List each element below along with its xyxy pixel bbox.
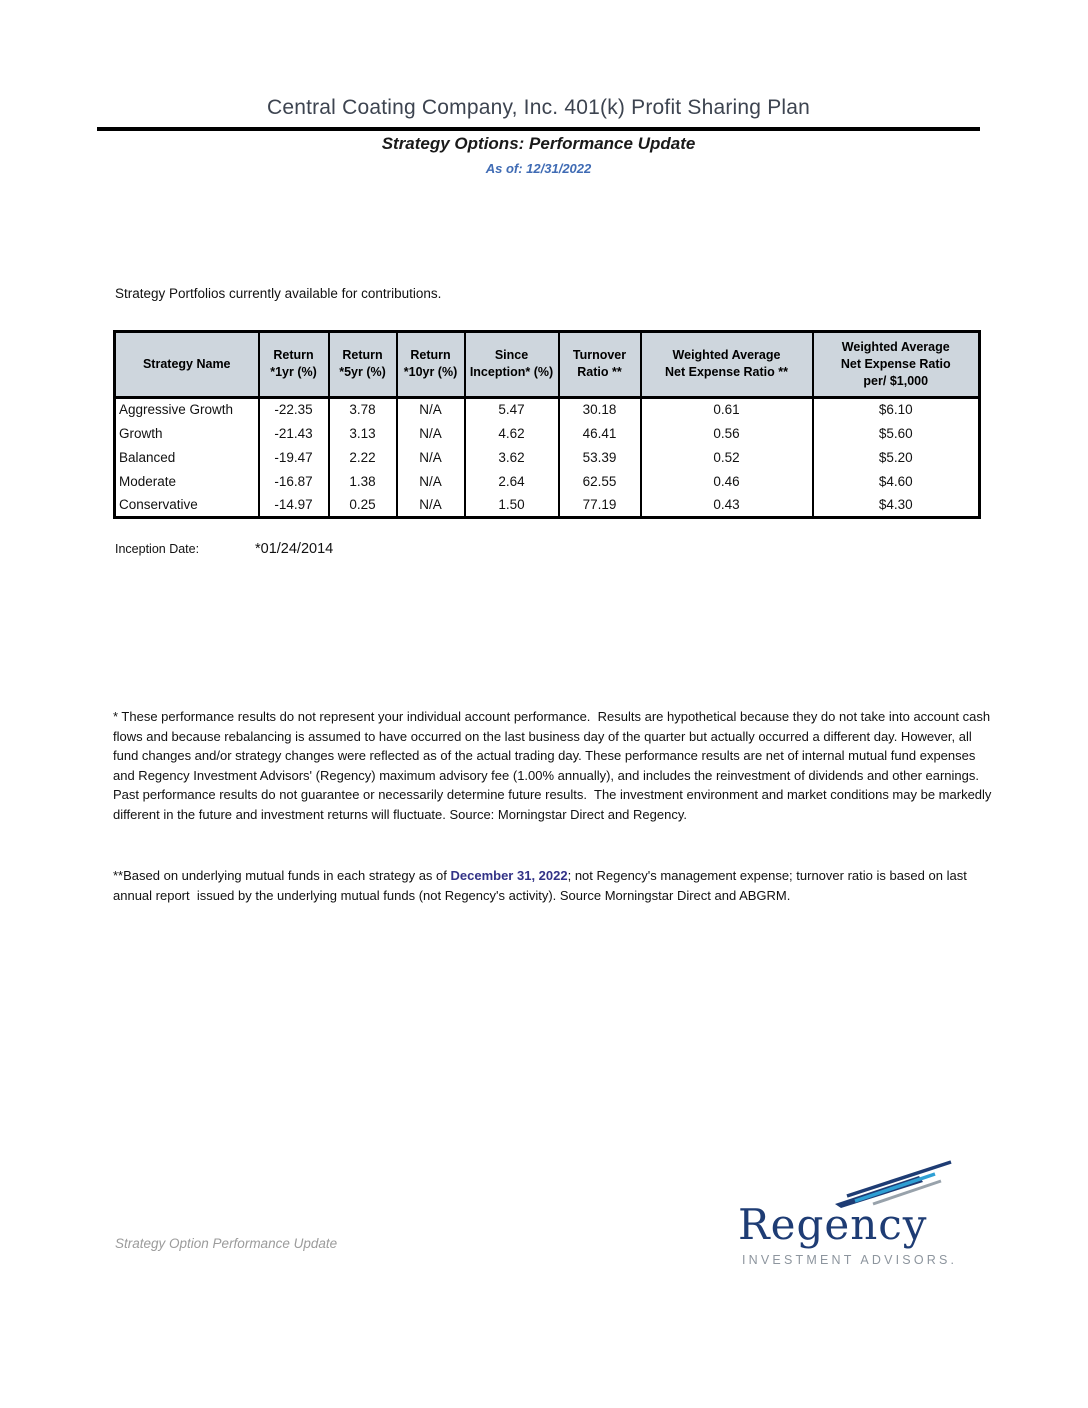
table-body — [115, 397, 980, 517]
footnote-underlying-funds — [113, 866, 993, 905]
value-cell: 62.55 — [559, 469, 641, 493]
performance-table — [113, 330, 981, 519]
column-header: Weighted Average Net Expense Ratio ** — [641, 332, 813, 398]
footnote-2-date-highlight: December 31, 2022 — [450, 868, 568, 883]
intro-text: Strategy Portfolios currently available for contributions. — [115, 286, 442, 301]
value-cell: 0.43 — [641, 493, 813, 517]
value-cell: 5.47 — [465, 397, 559, 421]
value-cell: N/A — [397, 493, 465, 517]
value-cell: 2.22 — [329, 445, 397, 469]
value-cell: 0.52 — [641, 445, 813, 469]
inception-date-label: Inception Date: — [115, 542, 200, 556]
footnote-2-suffix: ; not Regency's management expense; turnover ratio is based on last annual report issued by the underlying mutual funds (not Regency's activity). Source Morningstar Direct and ABGRM. — [113, 868, 971, 903]
value-cell: $5.20 — [813, 445, 980, 469]
as-of-date: As of: 12/31/2022 — [485, 161, 592, 176]
value-cell: -21.43 — [259, 421, 329, 445]
value-cell: $5.60 — [813, 421, 980, 445]
column-header: Strategy Name — [115, 332, 259, 398]
table-row — [115, 493, 980, 517]
table-row — [115, 421, 980, 445]
value-cell: 30.18 — [559, 397, 641, 421]
column-header: Turnover Ratio ** — [559, 332, 641, 398]
value-cell: 77.19 — [559, 493, 641, 517]
column-header: Since Inception* (%) — [465, 332, 559, 398]
value-cell: 1.38 — [329, 469, 397, 493]
value-cell: 3.13 — [329, 421, 397, 445]
value-cell: 3.62 — [465, 445, 559, 469]
value-cell: N/A — [397, 469, 465, 493]
column-header: Return *10yr (%) — [397, 332, 465, 398]
footnote-2-prefix: **Based on underlying mutual funds in each strategy as of — [113, 868, 451, 883]
table-row — [115, 445, 980, 469]
value-cell: $6.10 — [813, 397, 980, 421]
inception-date-value: *01/24/2014 — [255, 541, 334, 557]
value-cell: -19.47 — [259, 445, 329, 469]
value-cell: 0.25 — [329, 493, 397, 517]
strategy-name-cell: Moderate — [115, 469, 259, 493]
strategy-name-cell: Growth — [115, 421, 259, 445]
strategy-name-cell: Conservative — [115, 493, 259, 517]
logo-wordmark: Regency — [738, 1200, 928, 1249]
value-cell: N/A — [397, 445, 465, 469]
column-header: Return *5yr (%) — [329, 332, 397, 398]
strategy-name-cell: Balanced — [115, 445, 259, 469]
document-title: Central Coating Company, Inc. 401(k) Profit Sharing Plan — [266, 96, 811, 119]
value-cell: 53.39 — [559, 445, 641, 469]
value-cell: 46.41 — [559, 421, 641, 445]
value-cell: $4.30 — [813, 493, 980, 517]
value-cell: -22.35 — [259, 397, 329, 421]
footnote-performance-disclaimer: * These performance results do not represent your individual account performance. Results are hypothetical because they do not take into account cash flows and because rebalancing is assumed to have occurred on the last business day of the quarter but actually occurred a different day. However, all fund changes and/or strategy changes were reflected as of the actual trading day. These performance results are net of internal mutual fund expenses and Regency Investment Advisors' (Regency) maximum advisory fee (1.00% annually), and includes the reinvestment of dividends and other earnings. Past performance results do not guarantee or necessarily determine future results. The investment environment and market conditions may be markedly different in the future and investment returns will fluctuate. Source: Morningstar Direct and Regency. — [113, 709, 996, 822]
table-header-row — [115, 332, 980, 398]
inception-date-row — [115, 541, 333, 557]
document-subtitle: Strategy Options: Performance Update — [381, 134, 696, 153]
table-row — [115, 469, 980, 493]
regency-logo — [738, 1160, 958, 1267]
title-divider-rule — [97, 127, 980, 131]
logo-tagline: INVESTMENT ADVISORS. — [742, 1253, 958, 1267]
column-header: Return *1yr (%) — [259, 332, 329, 398]
value-cell: 1.50 — [465, 493, 559, 517]
value-cell: 0.61 — [641, 397, 813, 421]
value-cell: $4.60 — [813, 469, 980, 493]
value-cell: 4.62 — [465, 421, 559, 445]
table-row — [115, 397, 980, 421]
page-footer-text: Strategy Option Performance Update — [115, 1236, 338, 1251]
value-cell: N/A — [397, 421, 465, 445]
strategy-name-cell: Aggressive Growth — [115, 397, 259, 421]
value-cell: 0.56 — [641, 421, 813, 445]
value-cell: -14.97 — [259, 493, 329, 517]
column-header: Weighted Average Net Expense Ratio per/ $1,000 — [813, 332, 980, 398]
value-cell: 3.78 — [329, 397, 397, 421]
value-cell: 0.46 — [641, 469, 813, 493]
value-cell: -16.87 — [259, 469, 329, 493]
value-cell: 2.64 — [465, 469, 559, 493]
value-cell: N/A — [397, 397, 465, 421]
